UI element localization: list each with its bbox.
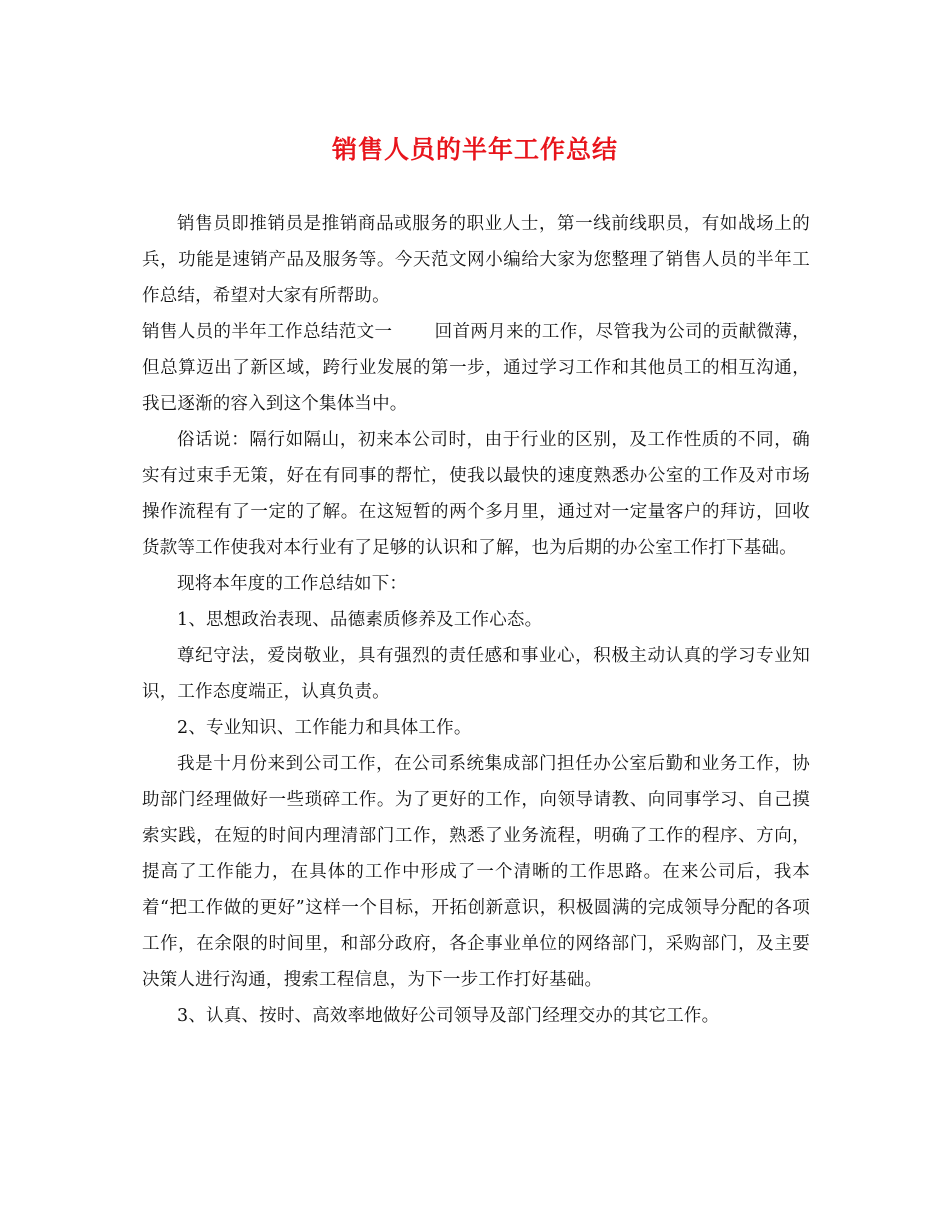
- document-body: [142, 206, 810, 1034]
- paragraph-summary-intro: 现将本年度的工作总结如下：: [177, 574, 408, 594]
- item3-heading: 3、认真、按时、高效率地做好公司领导及部门经理交办的其它工作。: [177, 1006, 720, 1026]
- document-title: 销售人员的半年工作总结: [331, 135, 618, 164]
- paragraph-sample: [142, 314, 810, 422]
- sample-opening: 回首两月来的工作，尽管我为公司的贡献微薄，但总算迈出了新区域，跨行业发展的第一步，通过学习工作和其他员工的相互沟通，我已逐渐的容入到这个集体当中。: [142, 322, 810, 414]
- item2-body: 我是十月份来到公司工作，在公司系统集成部门担任办公室后勤和业务工作，协助部门经理做好一些琐碎工作。为了更好的工作，向领导请教、向同事学习、自己摸索实践，在短的时间内理清部门工作，熟悉了业务流程，明确了工作的程序、方向，提高了工作能力，在具体的工作中形成了一个清晰的工作思路。在来公司后，我本着“把工作做的更好”这样一个目标，开拓创新意识，积极圆满的完成领导分配的各项工作，在余限的时间里，和部分政府，各企事业单位的网络部门，采购部门，及主要决策人进行沟通，搜索工程信息，为下一步工作打好基础。: [142, 754, 810, 990]
- paragraph-intro: 销售员即推销员是推销商品或服务的职业人士，第一线前线职员，有如战场上的兵，功能是速销产品及服务等。今天范文网小编给大家为您整理了销售人员的半年工作总结，希望对大家有所帮助。: [142, 214, 810, 306]
- sample-heading: 销售人员的半年工作总结范文一: [142, 322, 393, 342]
- item2-heading: 2、专业知识、工作能力和具体工作。: [177, 718, 472, 738]
- item1-heading: 1、思想政治表现、品德素质修养及工作心态。: [177, 610, 543, 630]
- paragraph-proverb: 俗话说：隔行如隔山，初来本公司时，由于行业的区别，及工作性质的不同，确实有过束手无策，好在有同事的帮忙，使我以最快的速度熟悉办公室的工作及对市场操作流程有了一定的了解。在这短暂的两个多月里，通过对一定量客户的拜访，回收货款等工作使我对本行业有了足够的认识和了解，也为后期的办公室工作打下基础。: [142, 430, 810, 558]
- item1-body: 尊纪守法，爱岗敬业，具有强烈的责任感和事业心，积极主动认真的学习专业知识，工作态度端正，认真负责。: [142, 646, 810, 702]
